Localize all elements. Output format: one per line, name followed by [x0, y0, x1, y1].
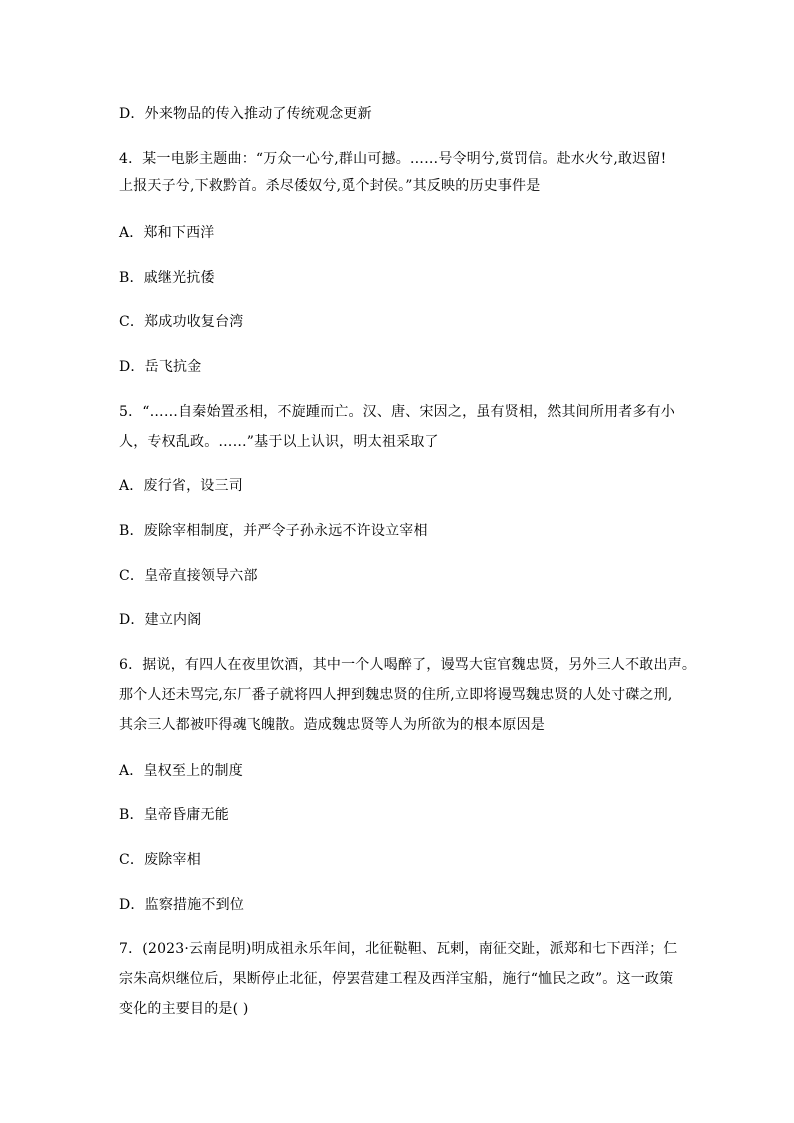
q5-option-c: C．皇帝直接领导六部 [119, 568, 258, 584]
q5-option-b: B．废除宰相制度，并严令子孙永远不许设立宰相 [119, 523, 428, 539]
q4-option-b: B．戚继光抗倭 [119, 270, 215, 286]
q6-stem-line-3: 其余三人都被吓得魂飞魄散。造成魏忠贤等人为所欲为的根本原因是 [119, 717, 545, 733]
q6-option-d: D．监察措施不到位 [119, 897, 245, 913]
q7-stem-line-2: 宗朱高炽继位后，果断停止北征，停罢营建工程及西洋宝船，施行“恤民之政”。这一政策 [119, 971, 674, 987]
q6-stem-line-1: 6．据说，有四人在夜里饮酒，其中一个人喝醉了，谩骂大宦官魏忠贤，另外三人不敢出声。 [119, 657, 697, 673]
q4-option-a: A．郑和下西洋 [119, 225, 215, 241]
q3-option-d: D．外来物品的传入推动了传统观念更新 [119, 106, 372, 122]
q4-option-c: C．郑成功收复台湾 [119, 314, 244, 330]
q6-option-c: C．废除宰相 [119, 852, 201, 868]
q5-stem-line-2: 人，专权乱政。……”基于以上认识，明太祖采取了 [119, 434, 439, 450]
q7-stem-line-1: 7．(2023·云南昆明)明成祖永乐年间，北征鞑靼、瓦剌，南征交趾，派郑和七下西洋；仁 [119, 941, 678, 957]
q4-option-d: D．岳飞抗金 [119, 359, 202, 375]
q6-option-a: A．皇权至上的制度 [119, 763, 243, 779]
q6-stem-line-2: 那个人还未骂完,东厂番子就将四人押到魏忠贤的住所,立即将谩骂魏忠贤的人处寸磔之刑, [119, 687, 673, 703]
q5-option-a: A．废行省，设三司 [119, 478, 243, 494]
q4-stem-line-2: 上报天子兮,下救黔首。杀尽倭奴兮,觅个封侯。”其反映的历史事件是 [119, 178, 541, 194]
q7-stem-line-3: 变化的主要目的是( ) [119, 1001, 249, 1017]
q5-option-d: D．建立内阁 [119, 612, 202, 628]
q5-stem-line-1: 5．“……自秦始置丞相，不旋踵而亡。汉、唐、宋因之，虽有贤相，然其间所用者多有小 [119, 404, 676, 420]
q4-stem-line-1: 4．某一电影主题曲：“万众一心兮,群山可撼。……号令明兮,赏罚信。赴水火兮,敢迟留! [119, 151, 667, 167]
q6-option-b: B．皇帝昏庸无能 [119, 807, 229, 823]
